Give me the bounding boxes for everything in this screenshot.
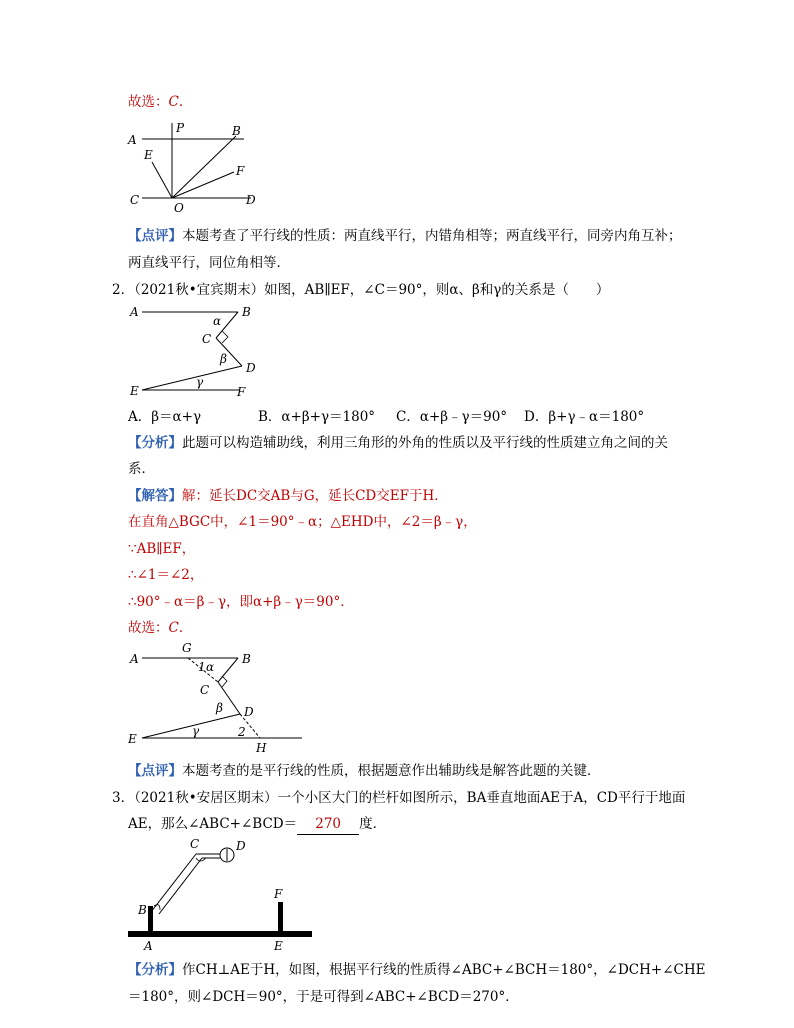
p3-stem-1: 3．（2021秋•安居区期末）一个小区大门的栏杆如图所示，BA垂直地面AE于A，CD平行于地面 (112, 790, 686, 806)
p2-option-c: C．α+β﹣γ＝90° (396, 409, 508, 425)
p2-comment: 【点评】本题考查的是平行线的性质，根据题意作出辅助线是解答此题的关键． (128, 763, 601, 779)
p1-label-p: P (176, 121, 185, 135)
p2-stem: 2．（2021秋•宜宾期末）如图，AB∥EF，∠C＝90°，则α、β和γ的关系是（ ） (112, 282, 610, 298)
p2s-label-g: G (182, 641, 192, 655)
p2-figure (128, 300, 258, 400)
p1-label-o: O (174, 201, 184, 215)
p3-label-b: B (138, 903, 147, 917)
p2-label-c: C (202, 332, 212, 346)
p1-label-a: A (128, 133, 137, 147)
p2s-gamma: γ (192, 724, 200, 738)
p2-label-e: E (130, 384, 139, 398)
p1-label-f: F (236, 164, 245, 178)
p2-answer: 故选：C． (128, 620, 193, 636)
p1-label-e: E (144, 148, 153, 162)
p2-analysis-1: 【分析】此题可以构造辅助线，利用三角形的外角的性质以及平行线的性质建立角之间的关 (128, 435, 668, 451)
p2s-angle-1: 1 (198, 660, 206, 674)
p3-analysis-2: ＝180°，则∠DCH＝90°，于是可得到∠ABC+∠BCD＝270°． (128, 989, 519, 1005)
p2-solution-1: 【解答】解：延长DC交AB与G，延长CD交EF于H． (128, 488, 448, 504)
p1-comment-1: 【点评】本题考查了平行线的性质：两直线平行，内错角相等；两直线平行，同旁内角互补； (128, 228, 682, 244)
p2-solution-figure (126, 640, 306, 755)
p2-label-b: B (242, 305, 251, 319)
p1-label-c: C (130, 193, 140, 207)
p2s-label-c: C (200, 683, 210, 697)
p2-solution-4: ∴∠1＝∠2， (128, 567, 204, 583)
p3-answer-blank: 270 (297, 814, 359, 835)
p1-answer: 故选：C． (128, 94, 193, 110)
p2s-label-d: D (244, 705, 254, 719)
p3-label-a: A (144, 939, 153, 953)
p2s-beta: β (216, 701, 223, 715)
p3-label-c: C (190, 837, 200, 851)
p2-option-d: D．β+γ﹣α＝180° (524, 409, 645, 425)
p2s-label-h: H (256, 741, 267, 755)
p1-label-b: B (232, 124, 241, 138)
p2-label-f: F (237, 385, 246, 399)
p2s-label-b: B (242, 652, 251, 666)
p2-option-a: A．β＝α+γ (128, 409, 202, 425)
p2-solution-2: 在直角△BGC中，∠1＝90°﹣α；△EHD中，∠2＝β﹣γ， (128, 514, 477, 530)
p3-label-d: D (236, 839, 246, 853)
p2-beta: β (220, 352, 227, 366)
p1-label-d: D (246, 193, 256, 207)
p2-analysis-2: 系． (128, 461, 155, 477)
p2s-label-a: A (130, 652, 139, 666)
p2-option-b: B．α+β+γ＝180° (258, 409, 376, 425)
p2-gamma: γ (196, 375, 204, 389)
p3-label-e: E (274, 939, 283, 953)
p2-solution-5: ∴90°﹣α＝β﹣γ，即α+β﹣γ＝90°． (128, 594, 354, 610)
p2-label-d: D (246, 361, 256, 375)
p3-stem-2: AE，那么∠ABC+∠BCD＝ 270 度． (128, 814, 386, 835)
p3-analysis-1: 【分析】作CH⊥AE于H，如图，根据平行线的性质得∠ABC+∠BCH＝180°，∠DCH+∠CHE (128, 962, 706, 978)
p2s-label-e: E (128, 732, 137, 746)
p3-label-f: F (274, 887, 283, 901)
p1-figure (126, 120, 266, 215)
p2s-alpha: α (206, 660, 215, 674)
p2s-angle-2: 2 (238, 725, 246, 739)
p2-solution-3: ∵AB∥EF， (128, 541, 196, 557)
p2-label-a: A (130, 305, 139, 319)
p1-comment-2: 两直线平行，同位角相等． (128, 255, 290, 271)
p3-figure (126, 836, 316, 956)
p2-alpha: α (213, 314, 222, 328)
